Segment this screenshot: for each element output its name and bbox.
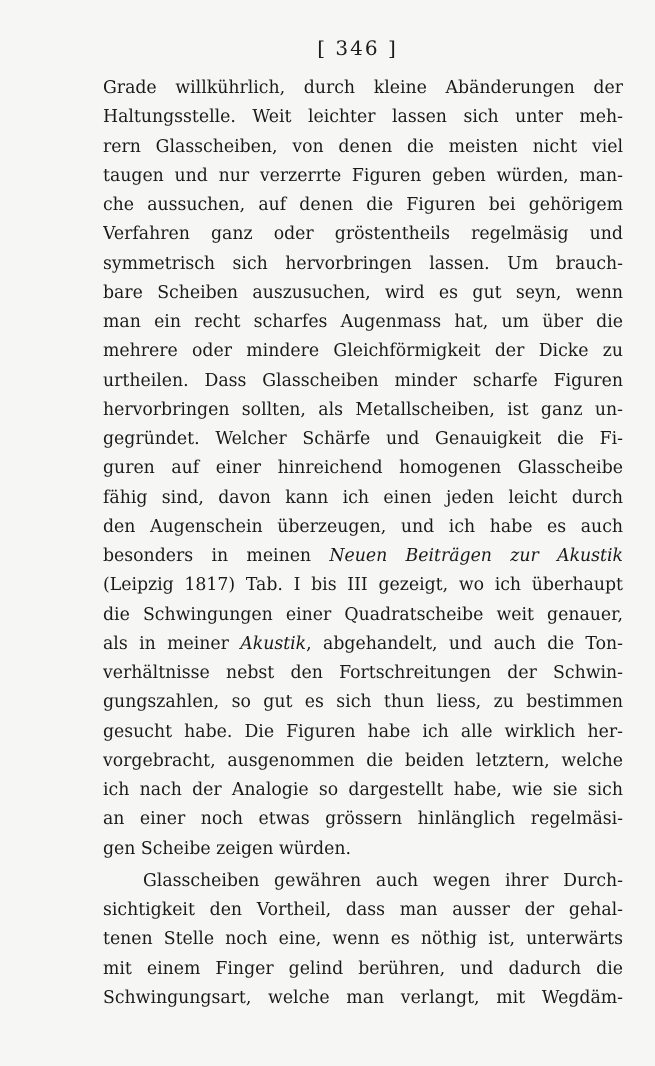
text-line: fähig sind, davon kann ich einen jeden leicht durch [103,487,623,508]
text-line: Glasscheiben gewähren auch wegen ihrer Durch- [143,870,623,891]
page-number: [ 346 ] [317,36,398,60]
line-19-text: als in meiner Akustik, abgehandelt, und auch die Ton- [103,633,623,654]
text-line: urtheilen. Dass Glasscheiben minder scharfe Figuren [103,370,623,391]
text-line: mehrere oder mindere Gleichförmigkeit der Dicke zu [103,341,623,362]
text-line-with-italic [103,542,623,571]
text-line: gungszahlen, so gut es sich thun liess, zu bestimmen [103,692,623,713]
text-line: man ein recht scharfes Augenmass hat, um über die [103,312,623,332]
text-line: Grade willkührlich, durch kleine Abänderungen der [103,78,623,98]
text-line-with-italic [103,630,623,659]
paragraph-2 [103,867,623,1013]
text-line: tenen Stelle noch eine, wenn es nöthig ist, unterwärts [103,929,623,950]
body-text [103,74,623,1013]
text-line: Haltungsstelle. Weit leichter lassen sich unter meh- [103,107,623,128]
italic-title: Neuen Beiträgen zur Akustik [329,546,623,566]
text-line: Verfahren ganz oder gröstentheils regelmäsig und [103,224,623,245]
text-line: rern Glasscheiben, von denen die meisten nicht viel [103,136,623,157]
line-16-text: besonders in meinen Neuen Beiträgen zur Akustik [103,546,623,566]
text-line: sichtigkeit den Vortheil, dass man ausser der gehal- [103,900,623,920]
text-line: (Leipzig 1817) Tab. I bis III gezeigt, wo ich überhaupt [103,575,623,596]
text-line: die Schwingungen einer Quadratscheibe weit genauer, [103,604,623,625]
text-line: den Augenschein überzeugen, und ich habe es auch [103,516,623,537]
text-line: gesucht habe. Die Figuren habe ich alle wirklich her- [103,721,623,742]
text-line: che aussuchen, auf denen die Figuren bei gehörigem [103,195,623,215]
text-line: symmetrisch sich hervorbringen lassen. Um brauch- [103,253,623,274]
text-line: gegründet. Welcher Schärfe und Genauigkeit die Fi- [103,429,623,449]
paragraph-1 [103,74,623,864]
text-line: hervorbringen sollten, als Metallscheiben, ist ganz un- [103,399,623,420]
text-line: guren auf einer hinreichend homogenen Glasscheibe [103,458,623,479]
text-line: an einer noch etwas grössern hinlänglich regelmäsi- [103,809,623,830]
text-line: vorgebracht, ausgenommen die beiden letztern, welche [103,750,623,771]
text-line: Schwingungsart, welche man verlangt, mit Wegdäm- [103,987,623,1008]
text-line: verhältnisse nebst den Fortschreitungen der Schwin- [103,663,623,683]
italic-title: Akustik [240,633,307,654]
text-line: mit einem Finger gelind berühren, und dadurch die [103,958,623,979]
text-line: bare Scheiben auszusuchen, wird es gut seyn, wenn [103,282,623,303]
text-line: taugen und nur verzerrte Figuren geben würden, man- [103,165,623,186]
text-line: gen Scheibe zeigen würden. [103,838,351,859]
text-line: ich nach der Analogie so dargestellt habe, wie sie sich [103,780,623,800]
